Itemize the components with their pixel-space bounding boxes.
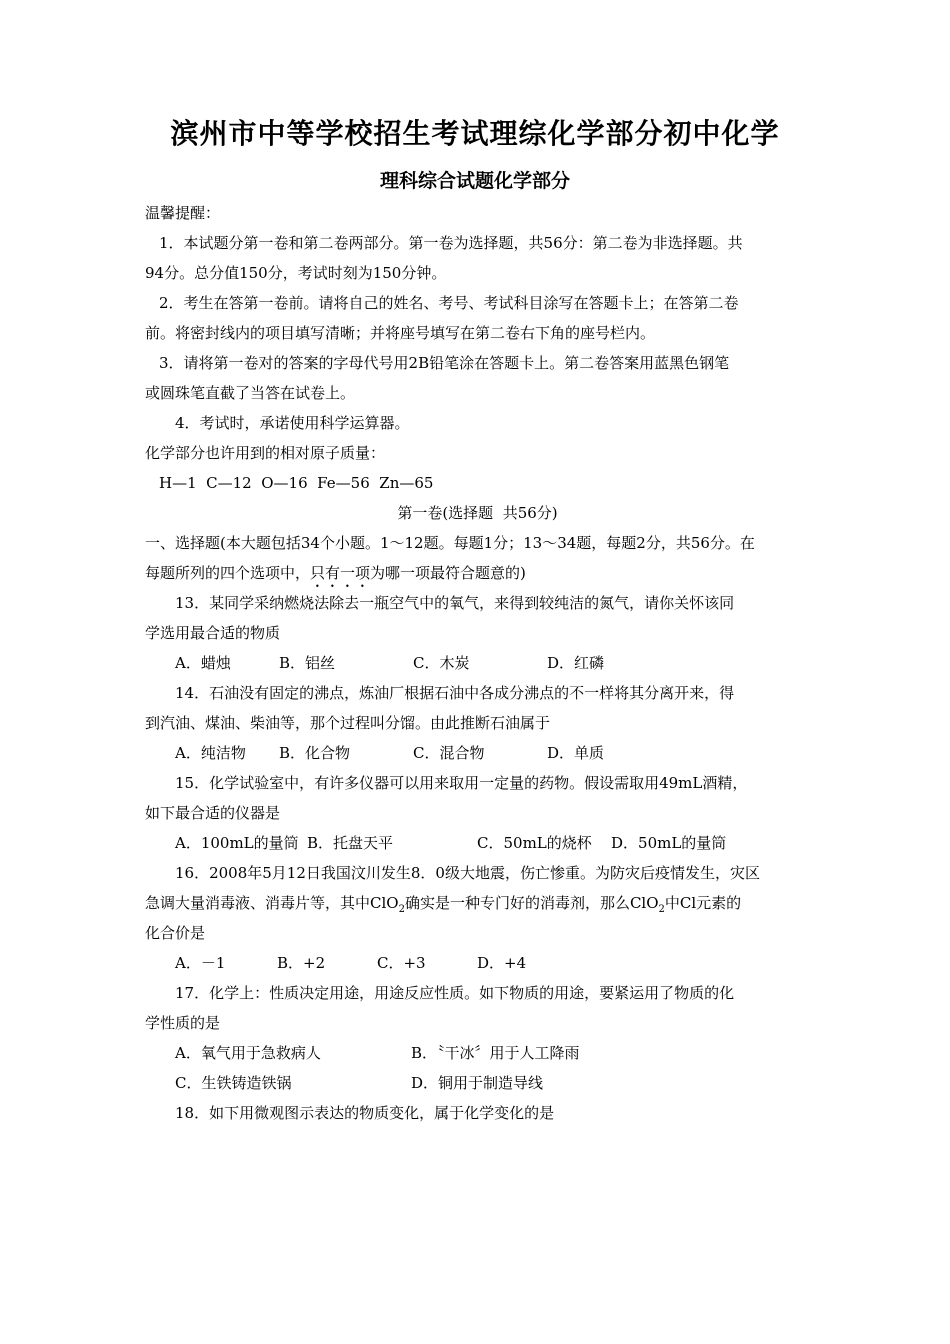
option-a: A．蜡烛 <box>175 654 231 672</box>
question-13-line-1: 13．某同学采纳燃烧法除去一瓶空气中的氧气，来得到较纯洁的氮气，请你关怀该同 <box>175 594 735 612</box>
instruction-text-b: 为哪一项最符合题意的) <box>370 564 526 582</box>
option-c: C．混合物 <box>413 744 485 762</box>
atomic-mass-heading: 化学部分也许用到的相对原子质量： <box>145 444 386 462</box>
option-d: D．红磷 <box>547 654 605 672</box>
notice-item-4: 4．考试时，承诺使用科学运算器。 <box>175 414 410 432</box>
question-15-line-2: 如下最合适的仪器是 <box>145 804 281 822</box>
question-14-line-2: 到汽油、煤油、柴油等，那个过程叫分馏。由此推断石油属于 <box>145 714 551 732</box>
exam-content <box>145 198 810 1128</box>
subscript-2: 2 <box>398 904 405 915</box>
notice-item-3-line-1: 3．请将第一卷对的答案的字母代号用2B铅笔涂在答题卡上。第二卷答案用蓝黑色钢笔 <box>159 354 730 372</box>
question-15-line-1: 15．化学试验室中，有许多仪器可以用来取用一定量的药物。假设需取用49mL酒精， <box>175 774 748 792</box>
q16-text-c: 中Cl元素的 <box>664 894 742 912</box>
option-b: B．铝丝 <box>279 654 336 672</box>
option-d: D．单质 <box>547 744 605 762</box>
question-17-options-row-2 <box>145 1068 810 1098</box>
section-instruction-line-2 <box>145 558 810 588</box>
question-17-options-row-1 <box>145 1038 810 1068</box>
q16-text-a: 急调大量消毒液、消毒片等，其中ClO <box>145 894 399 912</box>
option-d: D．50mL的量筒 <box>611 834 727 852</box>
question-14-line-1: 14．石油没有固定的沸点，炼油厂根据石油中各成分沸点的不一样将其分离开来，得 <box>175 684 735 702</box>
page-subtitle: 理科综合试题化学部分 <box>379 170 570 192</box>
question-16-options <box>145 948 810 978</box>
subscript-2: 2 <box>658 904 665 915</box>
question-18-line-1: 18．如下用微观图示表达的物质变化，属于化学变化的是 <box>175 1104 555 1122</box>
option-d: D．铜用于制造导线 <box>411 1074 544 1092</box>
question-13-line-2: 学选用最合适的物质 <box>145 624 281 642</box>
option-b: B．化合物 <box>279 744 351 762</box>
page-title: 滨州市中等学校招生考试理综化学部分初中化学 <box>170 117 780 150</box>
atomic-mass-list: H—1 C—12 O—16 Fe—56 Zn—65 <box>159 474 434 492</box>
option-a: A．－1 <box>175 954 226 972</box>
question-14-options <box>145 738 810 768</box>
option-c: C．+3 <box>377 954 426 972</box>
notice-item-2-line-2: 前。将密封线内的项目填写清晰；并将座号填写在第二卷右下角的座号栏内。 <box>145 324 656 342</box>
notice-item-3-line-2: 或圆珠笔直截了当答在试卷上。 <box>145 384 356 402</box>
question-16-line-3: 化合价是 <box>145 924 206 942</box>
option-b: B．托盘天平 <box>307 834 394 852</box>
notice-item-1-line-1: 1．本试题分第一卷和第二卷两部分。第一卷为选择题，共56分：第二卷为非选择题。共 <box>159 234 743 252</box>
option-a: A．纯洁物 <box>175 744 246 762</box>
q16-text-b: 确实是一种专门好的消毒剂，那么ClO <box>404 894 659 912</box>
option-c: C．50mL的烧杯 <box>477 834 592 852</box>
notice-item-1-line-2: 94分。总分值150分，考试时刻为150分钟。 <box>145 264 447 282</box>
section-title: 第一卷(选择题 共56分) <box>397 504 558 522</box>
question-15-options <box>145 828 810 858</box>
option-b: B．+2 <box>277 954 326 972</box>
question-17-line-1: 17．化学上：性质决定用途，用途反应性质。如下物质的用途，要紧运用了物质的化 <box>175 984 735 1002</box>
question-16-line-2 <box>145 888 810 918</box>
option-c: C．生铁铸造铁锅 <box>175 1074 292 1092</box>
emphasis-dotted-text: 只有一项 <box>310 564 371 582</box>
question-16-line-1: 16．2008年5月12日我国汶川发生8．0级大地震，伤亡惨重。为防灾后疫情发生，灾区 <box>175 864 760 882</box>
section-instruction-line-1: 一、选择题(本大题包括34个小题。1～12题。每题1分；13～34题，每题2分，共56分。在 <box>145 534 755 552</box>
question-13-options <box>145 648 810 678</box>
notice-item-2-line-1: 2．考生在答第一卷前。请将自己的姓名、考号、考试科目涂写在答题卡上；在答第二卷 <box>159 294 739 312</box>
notice-heading: 温馨提醒： <box>145 204 221 222</box>
option-c: C．木炭 <box>413 654 470 672</box>
option-a: A．氧气用于急救病人 <box>175 1044 321 1062</box>
option-a: A．100mL的量筒 <box>175 834 299 852</box>
option-d: D．+4 <box>477 954 527 972</box>
instruction-text-a: 每题所列的四个选项中， <box>145 564 311 582</box>
question-17-line-2: 学性质的是 <box>145 1014 221 1032</box>
option-b: B．〝干冰〞用于人工降雨 <box>411 1044 580 1062</box>
